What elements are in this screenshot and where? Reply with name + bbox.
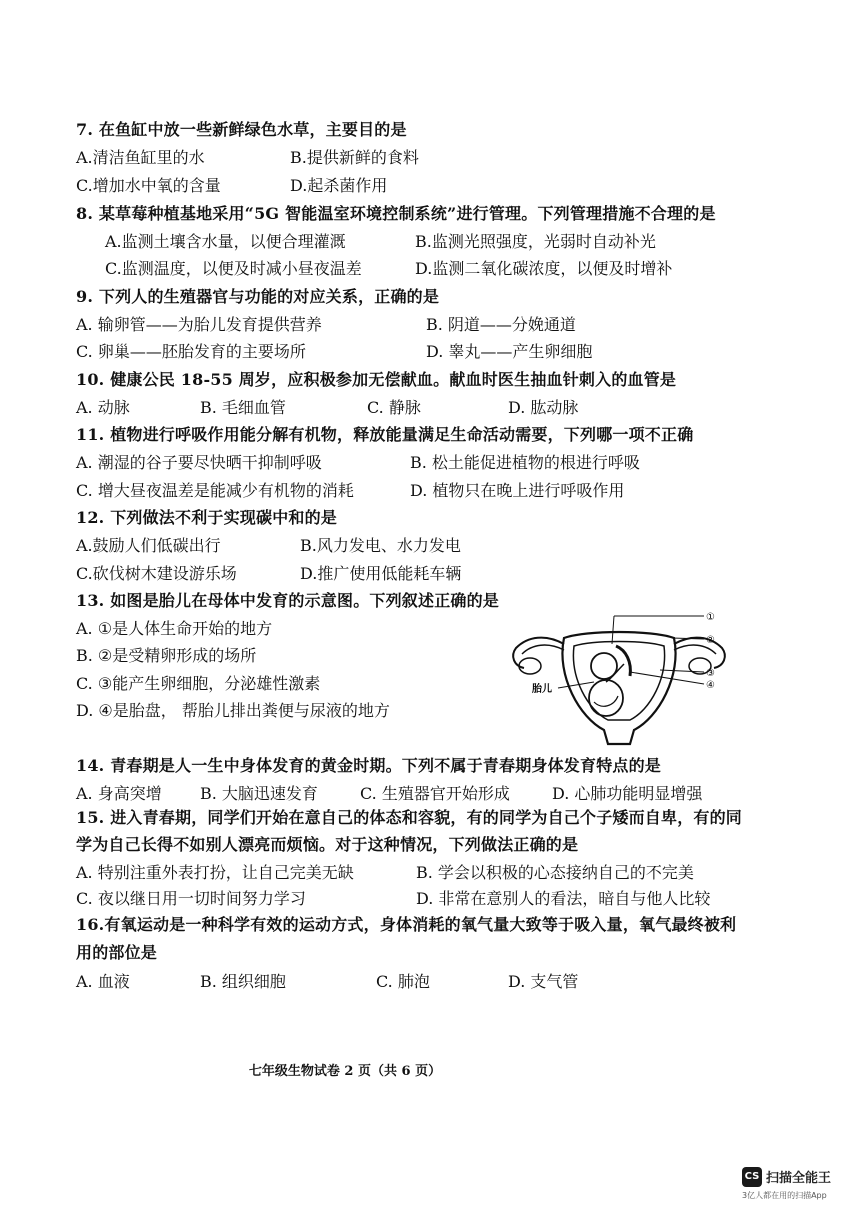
question-14-option-d: D. 心肺功能明显增强: [552, 784, 703, 803]
question-12-option-b: B.风力发电、水力发电: [300, 536, 461, 555]
page-footer: 七年级生物试卷 2 页（共 6 页）: [248, 1064, 442, 1079]
question-16-option-a: A. 血液: [76, 972, 130, 991]
leader-line-fetus: [558, 682, 594, 688]
question-12-option-a: A.鼓励人们低碳出行: [76, 536, 221, 555]
question-9-stem: 9. 下列人的生殖器官与功能的对应关系，正确的是: [76, 287, 440, 306]
left-ovary: [519, 658, 541, 674]
question-14-stem: 14. 青春期是人一生中身体发育的黄金时期。下列不属于青春期身体发育特点的是: [76, 756, 662, 775]
question-9-option-b: B. 阴道——分娩通道: [426, 315, 576, 334]
leader-line-4: [630, 672, 704, 684]
question-10-option-b: B. 毛细血管: [200, 398, 286, 417]
question-10-option-c: C. 静脉: [367, 398, 421, 417]
question-9-option-c: C. 卵巢——胚胎发育的主要场所: [76, 342, 306, 361]
question-13-option-a: A. ①是人体生命开始的地方: [76, 619, 273, 638]
question-10-option-a: A. 动脉: [76, 398, 130, 417]
question-8-option-d: D.监测二氧化碳浓度，以便及时增补: [415, 259, 673, 278]
scanner-logo-icon: CS: [742, 1167, 762, 1187]
question-14-option-b: B. 大脑迅速发育: [200, 784, 318, 803]
question-11-option-d: D. 植物只在晚上进行呼吸作用: [410, 481, 625, 500]
question-9-option-a: A. 输卵管——为胎儿发育提供营养: [76, 315, 322, 334]
figure-label-fetus: 胎儿: [532, 684, 552, 695]
fetus-limb: [594, 696, 618, 706]
question-8-option-b: B.监测光照强度，光弱时自动补光: [415, 232, 656, 251]
question-10-stem: 10. 健康公民 18-55 周岁，应积极参加无偿献血。献血时医生抽血针刺入的血管是: [76, 370, 677, 389]
question-10-option-d: D. 肱动脉: [508, 398, 579, 417]
figure-label-2: ②: [706, 635, 715, 646]
leader-line-1: [612, 616, 614, 644]
question-15-stem-line-1: 15. 进入青春期，同学们开始在意自己的体态和容貌，有的同学为自己个子矮而自卑，有的同: [76, 808, 743, 827]
right-fallopian-tube-inner: [674, 645, 716, 654]
question-12-stem: 12. 下列做法不利于实现碳中和的是: [76, 508, 338, 527]
leader-line-3: [660, 670, 704, 672]
question-16-option-b: B. 组织细胞: [200, 972, 286, 991]
left-fallopian-tube: [513, 638, 564, 668]
question-15-option-b: B. 学会以积极的心态接纳自己的不完美: [416, 863, 694, 882]
uterus-fetus-diagram: [506, 606, 738, 746]
scanner-watermark-title: 扫描全能王: [766, 1171, 832, 1186]
question-8-stem: 8. 某草莓种植基地采用“5G 智能温室环境控制系统”进行管理。下列管理措施不合理的是: [76, 204, 716, 223]
question-13-option-b: B. ②是受精卵形成的场所: [76, 646, 257, 665]
right-fallopian-tube: [674, 638, 725, 668]
question-7-option-a: A.清洁鱼缸里的水: [76, 148, 205, 167]
placenta: [616, 646, 630, 676]
question-14-option-c: C. 生殖器官开始形成: [360, 784, 510, 803]
question-7-option-b: B.提供新鲜的食料: [290, 148, 419, 167]
question-14-option-a: A. 身高突增: [76, 784, 162, 803]
question-16-option-d: D. 支气管: [508, 972, 579, 991]
question-13-option-d: D. ④是胎盘， 帮胎儿排出粪便与尿液的地方: [76, 701, 390, 720]
question-11-stem: 11. 植物进行呼吸作用能分解有机物，释放能量满足生命活动需要，下列哪一项不正确: [76, 425, 694, 444]
fetus-body: [589, 680, 623, 716]
question-15-option-d: D. 非常在意别人的看法，暗自与他人比较: [416, 889, 711, 908]
question-7-option-d: D.起杀菌作用: [290, 176, 388, 195]
question-15-option-a: A. 特别注重外表打扮，让自己完美无缺: [76, 863, 354, 882]
question-8-option-c: C.监测温度，以便及时减小昼夜温差: [105, 259, 362, 278]
question-8-option-a: A.监测土壤含水量，以便合理灌溉: [105, 232, 346, 251]
question-7-option-c: C.增加水中氧的含量: [76, 176, 221, 195]
question-16-stem-line-2: 用的部位是: [76, 943, 158, 962]
left-fallopian-tube-inner: [522, 645, 564, 654]
question-11-option-c: C. 增大昼夜温差是能减少有机物的消耗: [76, 481, 354, 500]
question-12-option-d: D.推广使用低能耗车辆: [300, 564, 462, 583]
question-15-stem-line-2: 学为自己长得不如别人漂亮而烦恼。对于这种情况，下列做法正确的是: [76, 835, 579, 854]
fetus-head: [591, 653, 617, 679]
question-9-option-d: D. 睾丸——产生卵细胞: [426, 342, 593, 361]
question-16-option-c: C. 肺泡: [376, 972, 430, 991]
question-13-option-c: C. ③能产生卵细胞，分泌雄性激素: [76, 674, 321, 693]
question-12-option-c: C.砍伐树木建设游乐场: [76, 564, 237, 583]
scanner-watermark: [742, 1163, 852, 1207]
question-7-stem: 7. 在鱼缸中放一些新鲜绿色水草，主要目的是: [76, 120, 407, 139]
figure-label-4: ④: [706, 680, 715, 691]
question-11-option-b: B. 松土能促进植物的根进行呼吸: [410, 453, 640, 472]
figure-label-1: ①: [706, 612, 715, 623]
question-15-option-c: C. 夜以继日用一切时间努力学习: [76, 889, 306, 908]
figure-label-3: ③: [706, 668, 715, 679]
question-13-stem: 13. 如图是胎儿在母体中发育的示意图。下列叙述正确的是: [76, 591, 500, 610]
question-11-option-a: A. 潮湿的谷子要尽快晒干抑制呼吸: [76, 453, 322, 472]
scanner-watermark-subtitle: 3亿人都在用的扫描App: [742, 1191, 827, 1200]
question-16-stem-line-1: 16.有氧运动是一种科学有效的运动方式，身体消耗的氧气量大致等于吸入量，氧气最终被利: [76, 915, 737, 934]
